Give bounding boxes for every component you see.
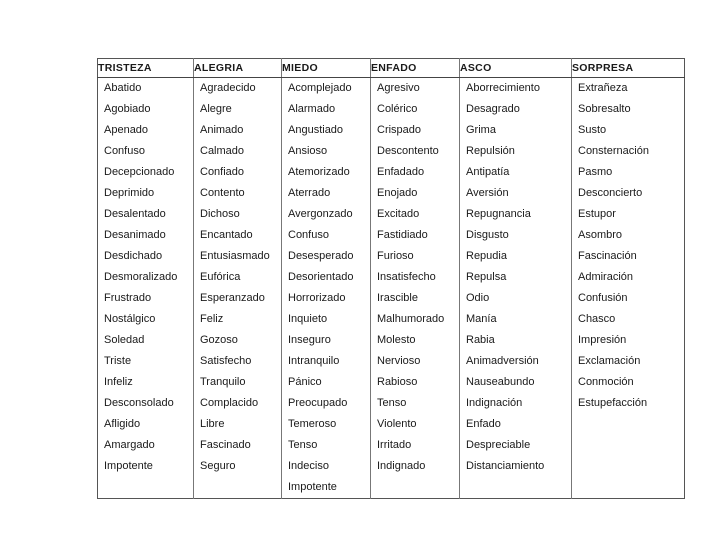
emotion-word: Amargado (104, 439, 155, 451)
emotion-word: Extrañeza (578, 82, 628, 94)
emotion-word: Gozoso (200, 334, 238, 346)
column-header: MIEDO (282, 59, 371, 78)
emotion-word: Acomplejado (288, 82, 352, 94)
emotion-word: Feliz (200, 313, 224, 325)
emotion-word: Desdichado (104, 250, 163, 262)
emotion-word: Grima (466, 124, 496, 136)
emotion-word: Despreciable (466, 439, 531, 451)
emotion-word: Tranquilo (200, 376, 246, 388)
emotion-word: Manía (466, 313, 497, 325)
emotion-word: Rabioso (377, 376, 418, 388)
emotion-word: Estupefacción (578, 397, 648, 409)
emotion-word: Apenado (104, 124, 149, 136)
emotion-word: Infeliz (104, 376, 133, 388)
emotion-word: Libre (200, 418, 225, 430)
emotion-word: Satisfecho (200, 355, 252, 367)
column-sorpresa (572, 78, 685, 499)
emotion-word: Temeroso (288, 418, 337, 430)
emotion-word: Irritado (377, 439, 412, 451)
emotion-word: Violento (377, 418, 417, 430)
emotion-word: Atemorizado (288, 166, 350, 178)
emotion-word: Consternación (578, 145, 649, 157)
emotion-word: Repulsión (466, 145, 515, 157)
emotion-word: Animadversión (466, 355, 539, 367)
column-miedo (282, 78, 371, 499)
emotion-word: Nervioso (377, 355, 421, 367)
emotion-word: Contento (200, 187, 245, 199)
emotion-word: Enfado (466, 418, 501, 430)
emotion-word: Molesto (377, 334, 416, 346)
emotion-word: Desconsolado (104, 397, 174, 409)
emotion-word: Desalentado (104, 208, 166, 220)
emotion-word: Animado (200, 124, 244, 136)
emotion-word: Abatido (104, 82, 142, 94)
column-alegria (194, 78, 282, 499)
emotion-word: Irascible (377, 292, 418, 304)
emotion-word: Exclamación (578, 355, 641, 367)
emotion-word: Aborrecimiento (466, 82, 540, 94)
emotion-word: Fastidiado (377, 229, 428, 241)
emotion-word: Susto (578, 124, 607, 136)
emotion-word: Triste (104, 355, 132, 367)
emotion-word: Intranquilo (288, 355, 340, 367)
emotion-word: Alegre (200, 103, 232, 115)
emotion-word: Colérico (377, 103, 418, 115)
emotion-word: Pasmo (578, 166, 613, 178)
column-header: ALEGRIA (194, 59, 282, 78)
emotion-word: Esperanzado (200, 292, 265, 304)
emotion-word: Aversión (466, 187, 509, 199)
emotion-word: Repulsa (466, 271, 507, 283)
emotion-word: Calmado (200, 145, 245, 157)
emotion-word: Desorientado (288, 271, 354, 283)
emotion-word: Frustrado (104, 292, 152, 304)
emotion-word: Avergonzado (288, 208, 353, 220)
emotion-word: Impotente (288, 481, 337, 493)
emotion-word: Deprimido (104, 187, 155, 199)
emotion-word: Chasco (578, 313, 616, 325)
emotion-word: Indeciso (288, 460, 329, 472)
emotion-word: Fascinación (578, 250, 637, 262)
emotion-word: Indignado (377, 460, 426, 472)
emotion-word: Disgusto (466, 229, 509, 241)
emotion-word: Tenso (288, 439, 318, 451)
emotion-word: Preocupado (288, 397, 348, 409)
emotion-word: Crispado (377, 124, 422, 136)
emotion-word: Impotente (104, 460, 153, 472)
emotion-word: Nostálgico (104, 313, 156, 325)
emotion-word: Repudia (466, 250, 507, 262)
emotion-word: Malhumorado (377, 313, 445, 325)
emotion-word: Sobresalto (578, 103, 631, 115)
emotion-word: Complacido (200, 397, 259, 409)
emotion-word: Enfadado (377, 166, 425, 178)
emotion-word: Encantado (200, 229, 253, 241)
header-row (98, 59, 685, 78)
emotion-word: Antipatía (466, 166, 510, 178)
emotion-word: Confuso (288, 229, 329, 241)
emotion-word: Impresión (578, 334, 627, 346)
emotion-word: Distanciamiento (466, 460, 545, 472)
emotion-word: Furioso (377, 250, 414, 262)
emotion-word: Odio (466, 292, 490, 304)
emotion-word: Desanimado (104, 229, 166, 241)
column-tristeza (98, 78, 194, 499)
column-header: ENFADO (371, 59, 460, 78)
emotion-word: Aterrado (288, 187, 331, 199)
emotion-word: Afligido (104, 418, 141, 430)
emotion-word: Confiado (200, 166, 245, 178)
emotion-word: Seguro (200, 460, 236, 472)
emotion-word: Insatisfecho (377, 271, 436, 283)
column-header: TRISTEZA (98, 59, 194, 78)
emotion-word: Tenso (377, 397, 407, 409)
emotion-word: Conmoción (578, 376, 634, 388)
emotion-word: Soledad (104, 334, 145, 346)
emotion-word: Decepcionado (104, 166, 175, 178)
column-header: SORPRESA (572, 59, 685, 78)
emotion-word: Alarmado (288, 103, 336, 115)
column-header: ASCO (460, 59, 572, 78)
emotion-word: Desmoralizado (104, 271, 178, 283)
emotion-word: Rabia (466, 334, 495, 346)
emotion-word: Eufórica (200, 271, 241, 283)
emotion-word: Inquieto (288, 313, 328, 325)
emotion-word: Fascinado (200, 439, 251, 451)
emotion-word: Agradecido (200, 82, 256, 94)
emotion-word: Horrorizado (288, 292, 346, 304)
emotion-word: Nauseabundo (466, 376, 535, 388)
emotion-word: Descontento (377, 145, 439, 157)
column-enfado (371, 78, 460, 499)
emotion-word: Desconcierto (578, 187, 643, 199)
emotion-word: Desagrado (466, 103, 520, 115)
emotion-word: Ansioso (288, 145, 328, 157)
emotion-table (97, 58, 685, 499)
emotion-word: Agresivo (377, 82, 420, 94)
emotion-word: Entusiasmado (200, 250, 270, 262)
column-asco (460, 78, 572, 499)
emotion-word: Confuso (104, 145, 145, 157)
emotion-word: Desesperado (288, 250, 354, 262)
emotion-word: Inseguro (288, 334, 331, 346)
emotion-word: Dichoso (200, 208, 240, 220)
emotion-word: Asombro (578, 229, 623, 241)
emotion-word: Enojado (377, 187, 418, 199)
emotion-word: Indignación (466, 397, 523, 409)
emotion-word: Estupor (578, 208, 616, 220)
emotion-word: Confusión (578, 292, 628, 304)
emotion-word: Pánico (288, 376, 322, 388)
emotion-word: Excitado (377, 208, 420, 220)
emotion-word: Angustiado (288, 124, 344, 136)
emotion-word: Repugnancia (466, 208, 531, 220)
emotion-word: Admiración (578, 271, 634, 283)
emotion-word: Agobiado (104, 103, 151, 115)
